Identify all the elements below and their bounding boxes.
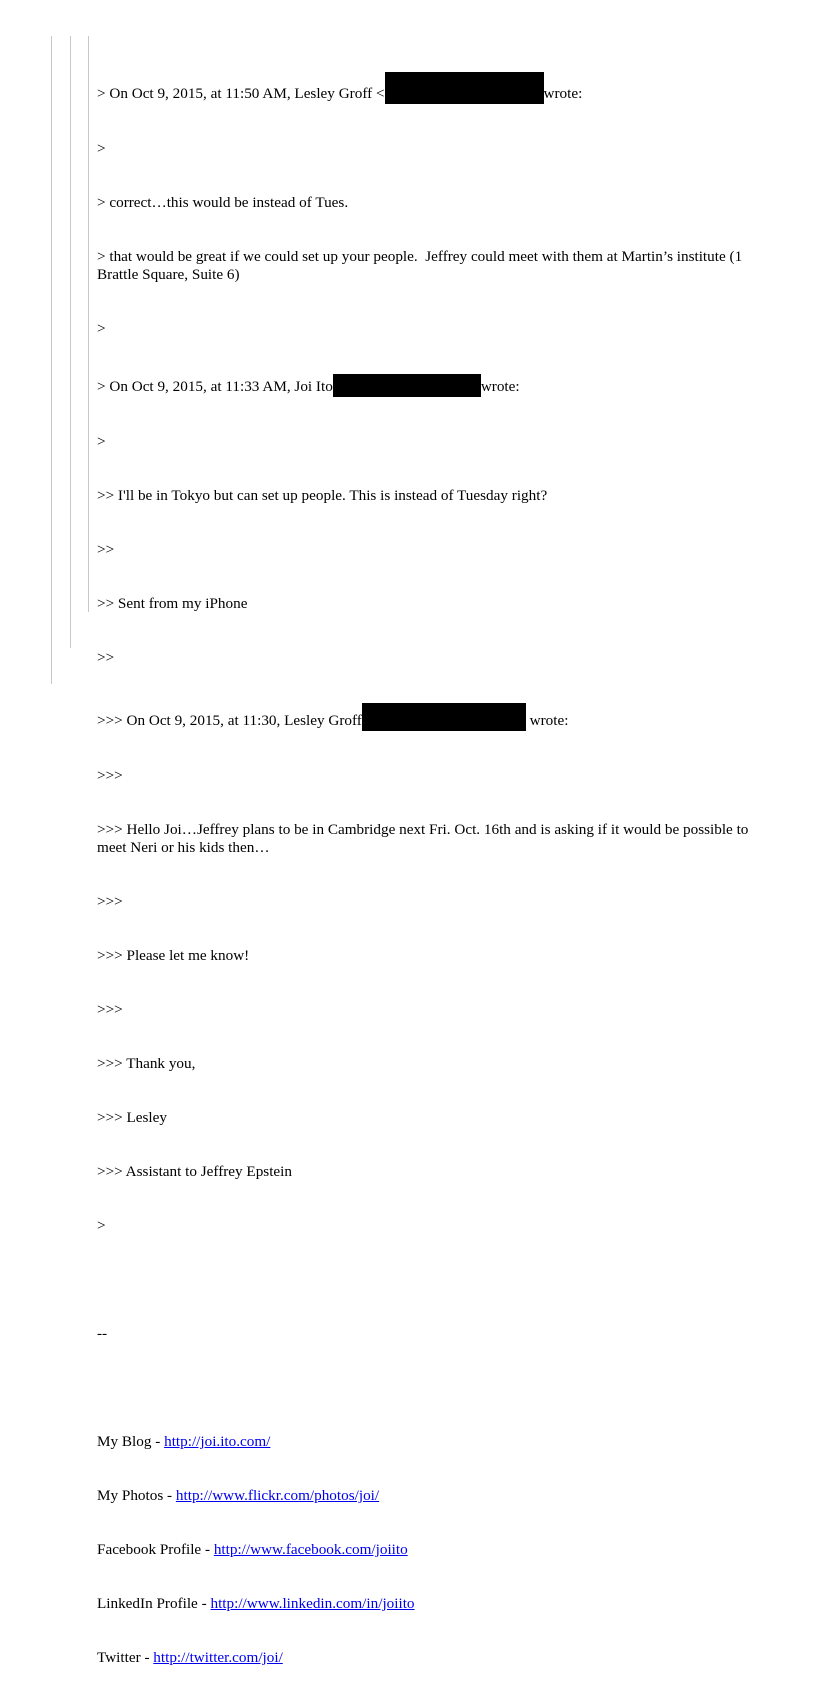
quoted-line: >>> Thank you, [97,1055,196,1072]
redaction-box [385,72,544,104]
signature-label: LinkedIn Profile - [97,1595,211,1612]
quoted-text: wrote: [525,712,569,729]
quoted-line: > [97,140,106,157]
quoted-header-line [97,374,777,397]
email-body [97,36,777,1685]
quoted-text: > On Oct 9, 2015, at 11:33 AM, Joi Ito [97,378,333,395]
photos-link[interactable]: http://www.flickr.com/photos/joi/ [175,1487,380,1504]
quoted-line: > correct…this would be instead of Tues. [97,194,349,211]
redaction-box [362,703,526,731]
quoted-line: > [97,1217,106,1234]
quoted-text: > On Oct 9, 2015, at 11:50 AM, Lesley Groff < [97,85,385,102]
blog-link[interactable]: http://joi.ito.com/ [164,1433,271,1450]
quoted-line: >> [97,649,115,666]
signature-label: Facebook Profile - [97,1541,214,1558]
quoted-line: >>> Assistant to Jeffrey Epstein [97,1163,292,1180]
quoted-text: >>> On Oct 9, 2015, at 11:30, Lesley Groff [97,712,362,729]
quoted-line: > [97,320,106,337]
quoted-line: >> [97,541,115,558]
blank-line [97,1379,777,1397]
quoted-line: >>> [97,767,123,784]
signature-linkedin [97,1595,777,1613]
quoted-line: >> Sent from my iPhone [97,595,248,612]
twitter-link[interactable]: http://twitter.com/joi/ [153,1649,283,1666]
signature-twitter [97,1649,777,1667]
signature-label: Twitter - [97,1649,154,1666]
quoted-header-line [97,703,777,731]
quoted-text: wrote: [480,378,520,395]
redaction-box [333,374,481,397]
quoted-line: > [97,433,106,450]
quote-bar-inner [88,36,89,612]
quoted-header-line [97,72,777,104]
quoted-line: >>> Hello Joi…Jeffrey plans to be in Cambridge next Fri. Oct. 16th and is asking if it would be possible to meet Neri or his kids then… [97,821,753,856]
quoted-text: wrote: [543,85,583,102]
quote-bar-middle [70,36,71,648]
quoted-line: >>> [97,1001,123,1018]
signature-photos [97,1487,777,1505]
quoted-line: >>> [97,893,123,910]
signature-separator: -- [97,1325,108,1342]
quoted-line: > that would be great if we could set up your people. Jeffrey could meet with them at Martin’s institute (1 Brattle Square, Suite 6) [97,248,746,283]
signature-label: My Photos - [97,1487,176,1504]
quoted-line: >>> Please let me know! [97,947,250,964]
quote-bar-outer [51,36,52,684]
signature-facebook [97,1541,777,1559]
quoted-line: >>> Lesley [97,1109,167,1126]
blank-line [97,1271,777,1289]
signature-label: My Blog - [97,1433,165,1450]
quoted-line: >> I'll be in Tokyo but can set up people. This is instead of Tuesday right? [97,487,548,504]
linkedin-link[interactable]: http://www.linkedin.com/in/joiito [210,1595,415,1612]
facebook-link[interactable]: http://www.facebook.com/joiito [213,1541,408,1558]
signature-blog [97,1433,777,1451]
